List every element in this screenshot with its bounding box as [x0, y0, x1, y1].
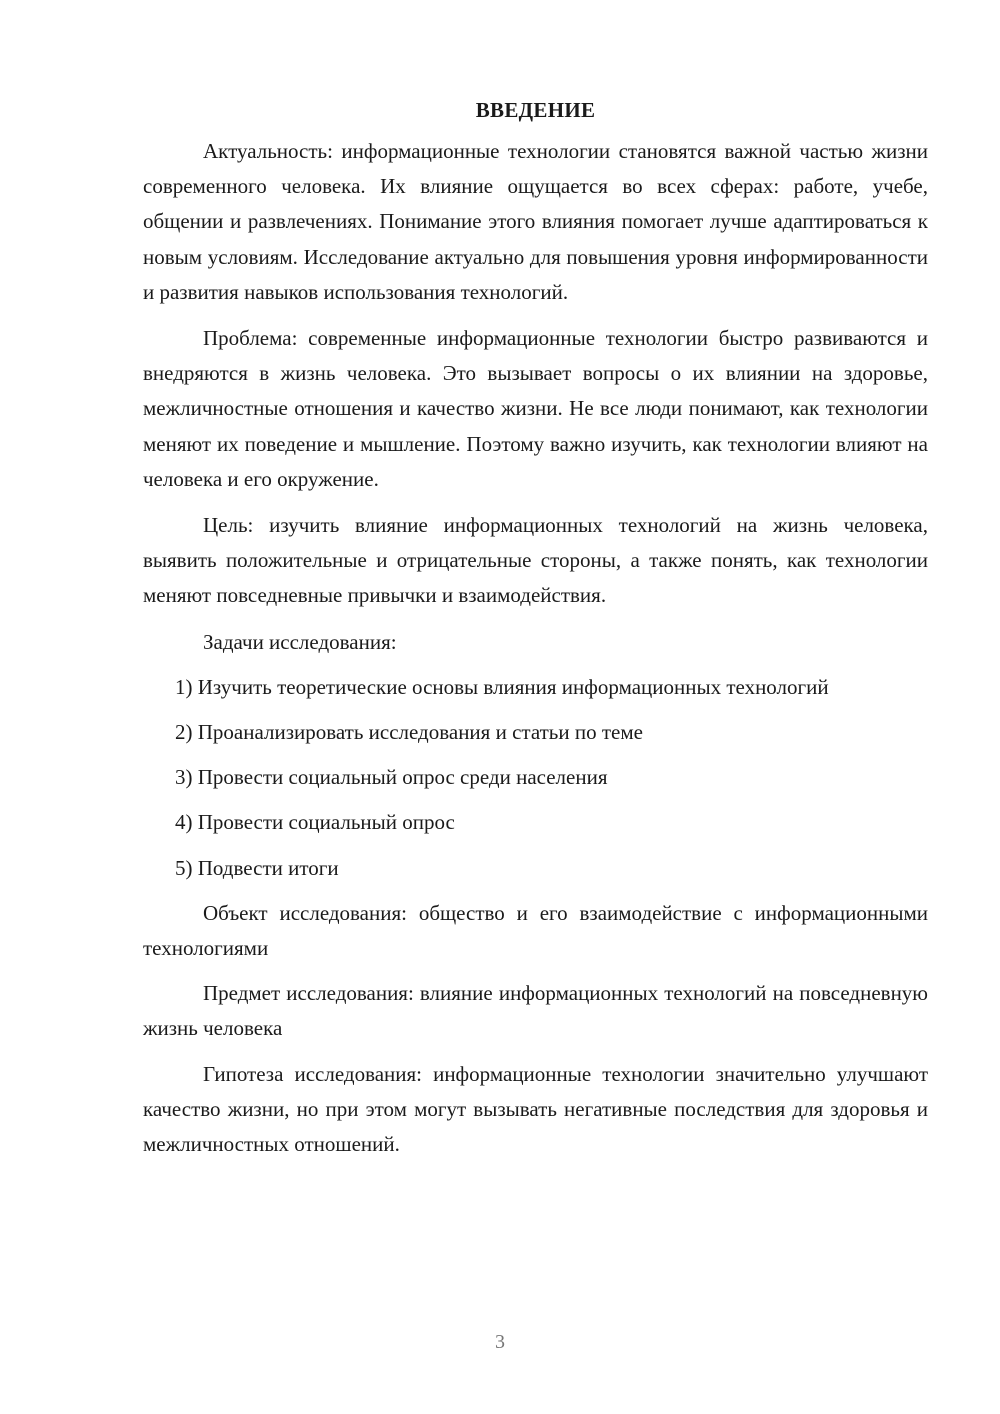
task-item: 3) Провести социальный опрос среди населения — [175, 765, 608, 790]
section-title: ВВЕДЕНИЕ — [475, 98, 596, 122]
page-number: 3 — [495, 1331, 505, 1353]
tasks-heading: Задачи исследования: — [203, 629, 397, 654]
tasks-list — [143, 670, 928, 886]
task-item: 1) Изучить теоретические основы влияния информационных технологий — [175, 674, 829, 699]
paragraph-object: Объект исследования: общество и его взаимодействие с информационными технологиями — [143, 900, 928, 961]
paragraph-goal: Цель: изучить влияние информационных технологий на жизнь человека, выявить положительные и отрицательные стороны, а также понять, как технологии меняют повседневные привычки и взаимодействия. — [143, 513, 928, 608]
task-item: 4) Провести социальный опрос — [175, 810, 455, 835]
paragraph-relevance: Актуальность: информационные технологии становятся важной частью жизни современного человека. Их влияние ощущается во всех сферах: работе, учебе, общении и развлечениях. Понимание этого влияния помогает лучше адаптироваться к новым условиям. Исследование актуально для повышения уровня информированности и развития навыков использования технологий. — [143, 139, 928, 304]
paragraph-subject: Предмет исследования: влияние информационных технологий на повседневную жизнь человека — [143, 981, 928, 1041]
task-item: 2) Проанализировать исследования и статьи по теме — [175, 720, 643, 745]
paragraph-hypothesis: Гипотеза исследования: информационные технологии значительно улучшают качество жизни, но при этом могут вызывать негативные последствия для здоровья и межличностных отношений. — [143, 1061, 928, 1157]
document-page — [143, 96, 928, 1162]
task-item: 5) Подвести итоги — [175, 855, 339, 880]
paragraph-problem: Проблема: современные информационные технологии быстро развиваются и внедряются в жизнь человека. Это вызывает вопросы о их влиянии на здоровье, межличностные отношения и качество жизни. Не все люди понимают, как технологии меняют их поведение и мышление. Поэтому важно изучить, как технологии влияют на человека и его окружение. — [143, 326, 928, 491]
